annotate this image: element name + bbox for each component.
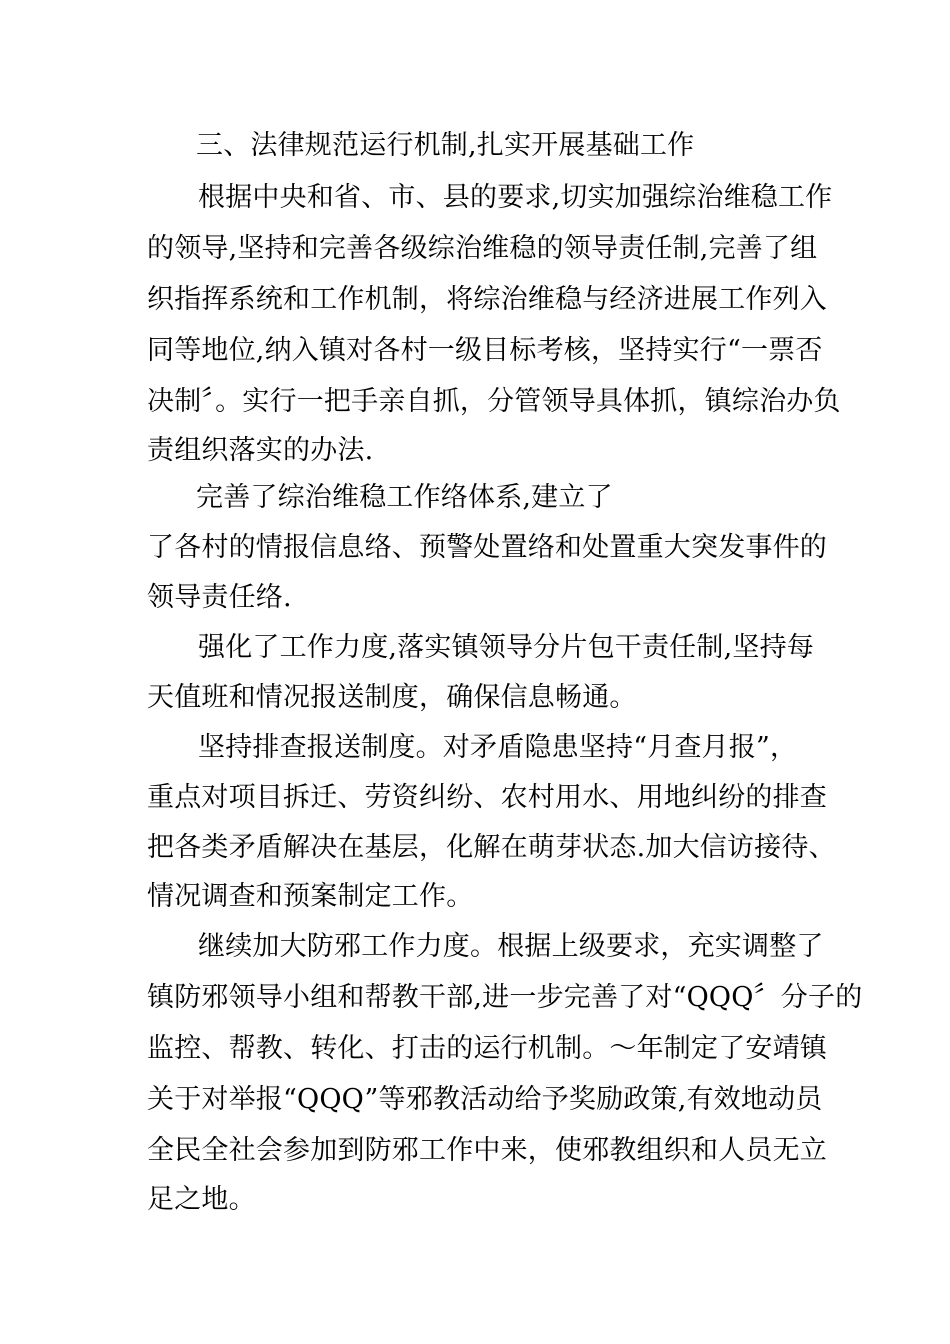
section-heading: 三、法律规范运行机制,扎实开展基础工作 — [196, 130, 695, 161]
paragraph-1-line-6: 责组织落实的办法. — [147, 435, 374, 466]
paragraph-3-line-2: 天值班和情况报送制度，确保信息畅通。 — [147, 682, 637, 713]
paragraph-1-line-1: 根据中央和省、市、县的要求,切实加强综治维稳工作 — [198, 182, 833, 213]
paragraph-4-line-2: 重点对项目拆迁、劳资纠纷、农村用水、用地纠纷的排查 — [147, 782, 827, 813]
paragraph-4-line-1: 坚持排查报送制度。对矛盾隐患坚持“月查月报”， — [198, 732, 798, 763]
paragraph-5-line-2: 镇防邪领导小组和帮教干部,进一步完善了对“QQQ〞分子的 — [147, 982, 863, 1013]
paragraph-5-line-5: 全民全社会参加到防邪工作中来，使邪教组织和人员无立 — [147, 1135, 827, 1166]
paragraph-1-line-4: 同等地位,纳入镇对各村一级目标考核，坚持实行“一票否 — [147, 335, 823, 366]
paragraph-2-line-3: 领导责任络. — [147, 582, 292, 613]
paragraph-5-line-4: 关于对举报“QQQ”等邪教活动给予奖励政策,有效地动员 — [147, 1084, 823, 1115]
paragraph-4-line-4: 情况调查和预案制定工作。 — [147, 881, 474, 912]
paragraph-2-line-2: 了各村的情报信息络、预警处置络和处置重大突发事件的 — [147, 532, 827, 563]
paragraph-5-line-1: 继续加大防邪工作力度。根据上级要求，充实调整了 — [198, 931, 824, 962]
paragraph-2-line-1: 完善了综治维稳工作络体系,建立了 — [196, 482, 613, 513]
paragraph-1-line-2: 的领导,坚持和完善各级综治维稳的领导责任制,完善了组 — [147, 233, 818, 264]
paragraph-1-line-5: 决制〞。实行一把手亲自抓，分管领导具体抓，镇综治办负 — [147, 386, 841, 417]
paragraph-5-line-6: 足之地。 — [147, 1184, 256, 1215]
paragraph-3-line-1: 强化了工作力度,落实镇领导分片包干责任制,坚持每 — [198, 632, 814, 663]
paragraph-1-line-3: 织指挥系统和工作机制，将综治维稳与经济进展工作列入 — [147, 284, 827, 315]
paragraph-4-line-3: 把各类矛盾解决在基层，化解在萌芽状态.加大信访接待、 — [147, 832, 836, 863]
paragraph-5-line-3: 监控、帮教、转化、打击的运行机制。～年制定了安靖镇 — [147, 1033, 827, 1064]
